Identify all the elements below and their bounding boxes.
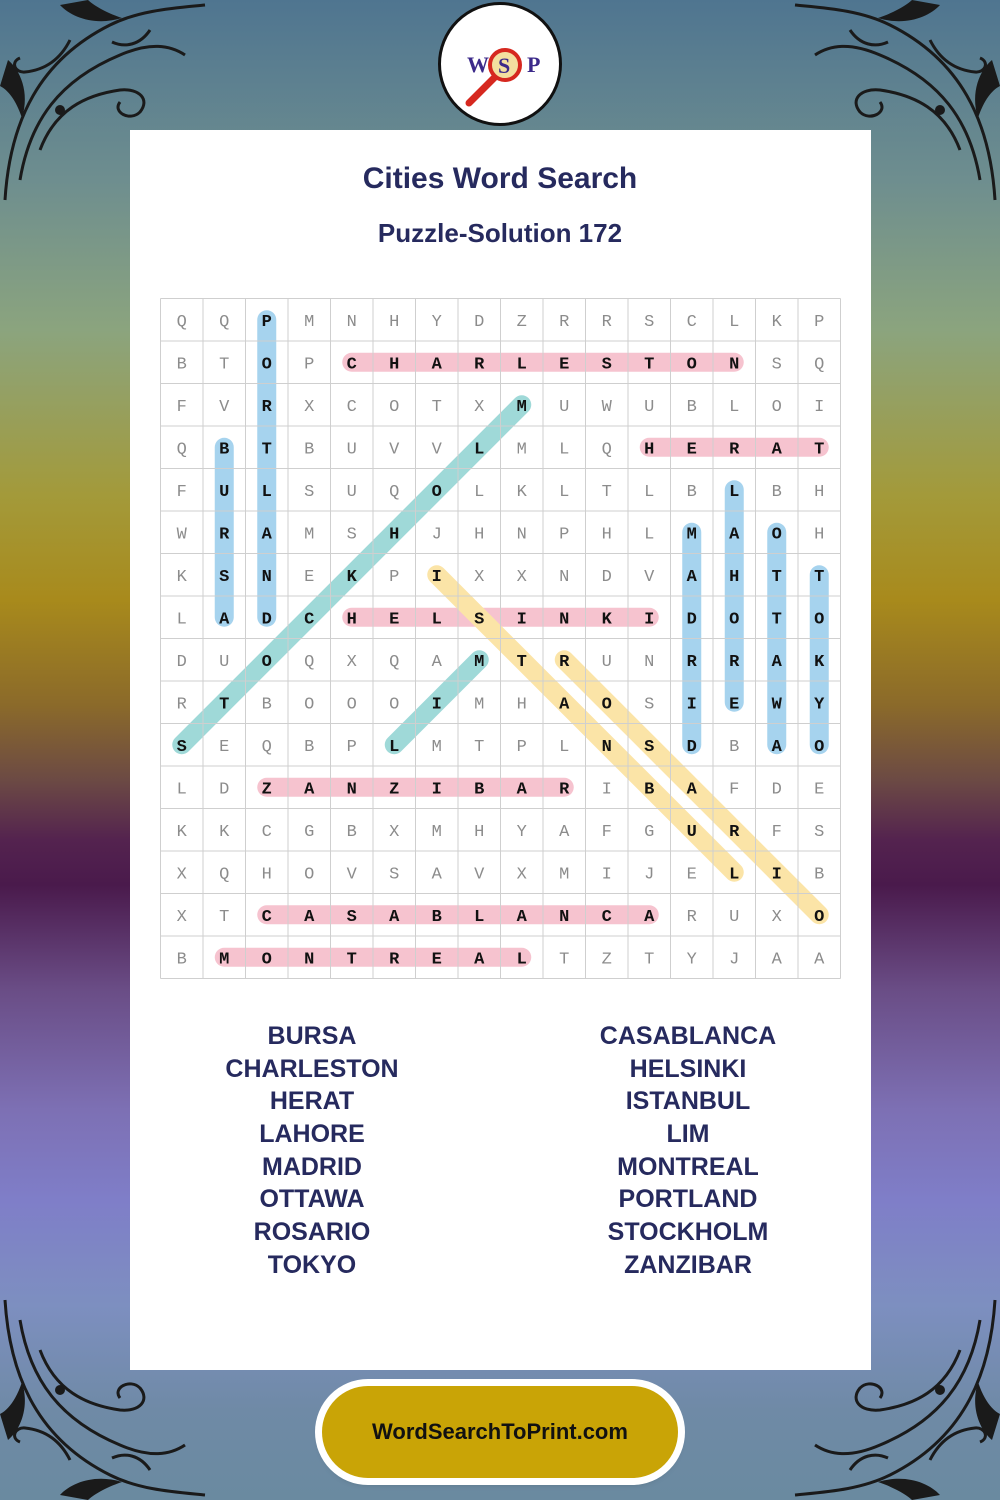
- grid-letter: C: [686, 312, 697, 332]
- grid-letter: F: [601, 822, 612, 842]
- grid-letter: X: [771, 907, 782, 927]
- grid-letter: O: [729, 610, 740, 630]
- grid-letter: N: [601, 737, 612, 757]
- grid-letter: M: [219, 950, 230, 970]
- grid-letter: B: [219, 440, 230, 460]
- grid-letter: S: [219, 567, 230, 587]
- grid-letter: O: [389, 397, 400, 417]
- grid-letter: Z: [389, 780, 400, 800]
- grid-letter: I: [814, 397, 825, 417]
- grid-letter: B: [814, 865, 825, 885]
- grid-letter: A: [389, 907, 400, 927]
- grid-letter: A: [219, 610, 230, 630]
- grid-letter: M: [516, 440, 527, 460]
- grid-letter: O: [389, 695, 400, 715]
- grid-letter: S: [644, 737, 655, 757]
- grid-letter: S: [346, 907, 357, 927]
- grid-letter: B: [346, 822, 357, 842]
- grid-letter: U: [729, 907, 740, 927]
- grid-letter: Q: [176, 312, 187, 332]
- grid-letter: S: [644, 695, 655, 715]
- grid-letter: N: [559, 567, 570, 587]
- grid-letter: K: [176, 822, 187, 842]
- grid-letter: O: [771, 525, 782, 545]
- grid-letter: R: [219, 525, 230, 545]
- grid-letter: O: [261, 652, 272, 672]
- grid-letter: L: [559, 440, 570, 460]
- grid-letter: M: [686, 525, 697, 545]
- grid-letter: H: [474, 525, 485, 545]
- grid-letter: T: [814, 567, 825, 587]
- grid-letter: R: [559, 312, 570, 332]
- grid-letter: A: [771, 950, 782, 970]
- grid-letter: S: [601, 355, 612, 375]
- grid-letter: B: [261, 695, 272, 715]
- grid-letter: B: [176, 950, 187, 970]
- grid-letter: M: [304, 525, 315, 545]
- grid-letter: L: [729, 312, 740, 332]
- grid-letter: V: [644, 567, 655, 587]
- grid-letter: M: [474, 652, 485, 672]
- grid-letter: X: [516, 865, 527, 885]
- grid-letter: S: [304, 482, 315, 502]
- grid-letter: T: [431, 397, 442, 417]
- grid-letter: L: [474, 907, 485, 927]
- grid-letter: X: [516, 567, 527, 587]
- grid-letter: C: [601, 907, 612, 927]
- grid-letter: B: [431, 907, 442, 927]
- grid-letter: T: [219, 695, 230, 715]
- grid-letter: A: [559, 822, 570, 842]
- grid-letter: B: [686, 397, 697, 417]
- grid-letter: W: [176, 525, 187, 545]
- logo-letter-w: W: [467, 52, 489, 77]
- grid-letter: X: [474, 397, 485, 417]
- grid-letter: S: [771, 355, 782, 375]
- grid-letter: A: [431, 865, 442, 885]
- grid-letter: R: [686, 652, 697, 672]
- grid-letter: S: [346, 525, 357, 545]
- grid-letter: P: [304, 355, 315, 375]
- grid-letter: E: [389, 610, 400, 630]
- grid-letter: Y: [814, 695, 825, 715]
- grid-letter: N: [729, 355, 740, 375]
- word-list-item: LAHORE: [259, 1120, 365, 1149]
- grid-letter: R: [559, 652, 570, 672]
- grid-letter: P: [261, 312, 272, 332]
- grid-letter: L: [644, 482, 655, 502]
- logo-letter-s: S: [498, 53, 511, 78]
- grid-letter: C: [261, 822, 272, 842]
- grid-letter: K: [176, 567, 187, 587]
- word-list-item: CASABLANCA: [599, 1022, 777, 1050]
- grid-letter: T: [219, 355, 230, 375]
- grid-letter: G: [304, 822, 315, 842]
- grid-letter: L: [389, 737, 400, 757]
- grid-letter: T: [601, 482, 612, 502]
- grid-letter: O: [304, 865, 315, 885]
- grid-letter: U: [346, 440, 357, 460]
- grid-letter: B: [729, 737, 740, 757]
- grid-letter: P: [516, 737, 527, 757]
- grid-letter: Z: [601, 950, 612, 970]
- grid-letter: V: [219, 397, 230, 417]
- grid-letter: R: [729, 822, 740, 842]
- grid-letter: H: [389, 355, 400, 375]
- grid-letter: E: [219, 737, 230, 757]
- grid-letter: I: [431, 780, 442, 800]
- grid-letter: B: [176, 355, 187, 375]
- grid-letter: T: [644, 950, 655, 970]
- grid-letter: X: [176, 907, 187, 927]
- grid-letter: D: [686, 737, 697, 757]
- grid-letter: V: [346, 865, 357, 885]
- grid-letter: T: [644, 355, 655, 375]
- grid-letter: O: [261, 950, 272, 970]
- grid-letter: Q: [601, 440, 612, 460]
- grid-letter: I: [516, 610, 527, 630]
- grid-letter: U: [219, 482, 230, 502]
- grid-letter: A: [431, 355, 442, 375]
- grid-letter: L: [729, 397, 740, 417]
- grid-letter: Q: [261, 737, 272, 757]
- grid-letter: A: [771, 440, 782, 460]
- grid-letter: U: [219, 652, 230, 672]
- grid-letter: S: [644, 312, 655, 332]
- grid-letter: P: [346, 737, 357, 757]
- grid-letter: P: [559, 525, 570, 545]
- grid-letter: H: [389, 525, 400, 545]
- grid-letter: A: [474, 950, 485, 970]
- grid-letter: I: [771, 865, 782, 885]
- grid-letter: T: [474, 737, 485, 757]
- grid-letter: C: [346, 397, 357, 417]
- grid-letter: X: [346, 652, 357, 672]
- grid-letter: I: [601, 780, 612, 800]
- grid-letter: V: [474, 865, 485, 885]
- grid-letter: L: [431, 610, 442, 630]
- grid-letter: S: [814, 822, 825, 842]
- grid-letter: Q: [219, 865, 230, 885]
- grid-letter: T: [516, 652, 527, 672]
- grid-letter: M: [516, 397, 527, 417]
- grid-letter: D: [219, 780, 230, 800]
- grid-letter: X: [176, 865, 187, 885]
- grid-letter: T: [261, 440, 272, 460]
- grid-letter: E: [431, 950, 442, 970]
- grid-letter: R: [261, 397, 272, 417]
- grid-letter: O: [814, 907, 825, 927]
- grid-letter: K: [771, 312, 782, 332]
- grid-letter: Q: [219, 312, 230, 332]
- grid-letter: O: [346, 695, 357, 715]
- grid-letter: L: [729, 482, 740, 502]
- grid-letter: Q: [814, 355, 825, 375]
- word-list-item: LIM: [666, 1120, 710, 1149]
- grid-letter: B: [304, 440, 315, 460]
- grid-letter: U: [346, 482, 357, 502]
- grid-letter: T: [814, 440, 825, 460]
- grid-letter: L: [516, 950, 527, 970]
- grid-letter: Q: [304, 652, 315, 672]
- grid-letter: E: [729, 695, 740, 715]
- grid-letter: H: [601, 525, 612, 545]
- grid-letter: B: [686, 482, 697, 502]
- grid-letter: P: [389, 567, 400, 587]
- grid-letter: B: [304, 737, 315, 757]
- grid-letter: V: [431, 440, 442, 460]
- grid-letter: A: [304, 780, 315, 800]
- word-list-item: BURSA: [267, 1022, 357, 1050]
- grid-letter: B: [644, 780, 655, 800]
- grid-letter: R: [559, 780, 570, 800]
- grid-letter: L: [176, 610, 187, 630]
- grid-letter: Y: [431, 312, 442, 332]
- grid-letter: N: [559, 907, 570, 927]
- grid-letter: T: [346, 950, 357, 970]
- grid-letter: C: [261, 907, 272, 927]
- grid-letter: L: [559, 737, 570, 757]
- word-list-item: TOKYO: [267, 1250, 357, 1279]
- word-list-left: [152, 1020, 472, 1282]
- word-list-item: OTTAWA: [259, 1185, 365, 1214]
- grid-letter: A: [644, 907, 655, 927]
- site-link-label: WordSearchToPrint.com: [372, 1419, 628, 1444]
- grid-letter: Q: [389, 652, 400, 672]
- grid-letter: R: [389, 950, 400, 970]
- word-list-item: ROSARIO: [253, 1218, 371, 1247]
- word-list-item: ZANZIBAR: [624, 1250, 752, 1279]
- grid-letter: L: [644, 525, 655, 545]
- grid-letter: D: [771, 780, 782, 800]
- grid-letter: T: [771, 610, 782, 630]
- grid-letter: N: [346, 312, 357, 332]
- grid-letter: R: [601, 312, 612, 332]
- word-list-item: HERAT: [269, 1087, 355, 1116]
- grid-letter: O: [304, 695, 315, 715]
- grid-letter: N: [304, 950, 315, 970]
- grid-letter: S: [474, 610, 485, 630]
- grid-letter: L: [474, 440, 485, 460]
- grid-letter: R: [176, 695, 187, 715]
- grid-letter: L: [516, 355, 527, 375]
- grid-letter: B: [771, 482, 782, 502]
- grid-letter: N: [559, 610, 570, 630]
- grid-letter: S: [176, 737, 187, 757]
- grid-letter: D: [601, 567, 612, 587]
- grid-letter: A: [261, 525, 272, 545]
- grid-letter: A: [431, 652, 442, 672]
- grid-letter: E: [686, 440, 697, 460]
- grid-letter: V: [389, 440, 400, 460]
- grid-letter: I: [431, 695, 442, 715]
- grid-letter: X: [389, 822, 400, 842]
- grid-letter: A: [559, 695, 570, 715]
- grid-letter: I: [644, 610, 655, 630]
- grid-letter: Y: [686, 950, 697, 970]
- grid-letter: W: [771, 695, 782, 715]
- grid-letter: U: [644, 397, 655, 417]
- grid-letter: H: [516, 695, 527, 715]
- grid-letter: T: [559, 950, 570, 970]
- grid-letter: Z: [516, 312, 527, 332]
- grid-letter: K: [219, 822, 230, 842]
- grid-letter: U: [559, 397, 570, 417]
- grid-letter: N: [644, 652, 655, 672]
- grid-letter: F: [176, 397, 187, 417]
- grid-letter: H: [814, 525, 825, 545]
- grid-letter: O: [431, 482, 442, 502]
- grid-letter: O: [771, 397, 782, 417]
- grid-letter: H: [644, 440, 655, 460]
- grid-letter: A: [686, 780, 697, 800]
- grid-letter: A: [814, 950, 825, 970]
- grid-letter: E: [559, 355, 570, 375]
- word-list-item: ISTANBUL: [625, 1087, 751, 1116]
- grid-letter: A: [771, 737, 782, 757]
- word-list-item: MONTREAL: [617, 1152, 759, 1181]
- grid-letter: Z: [261, 780, 272, 800]
- grid-letter: Q: [176, 440, 187, 460]
- page-subtitle: Puzzle-Solution 172: [377, 218, 623, 248]
- word-list-item: MADRID: [262, 1152, 362, 1181]
- magnifier-logo-icon: [441, 5, 559, 123]
- logo-letter-p: P: [527, 52, 541, 77]
- grid-letter: N: [346, 780, 357, 800]
- grid-letter: T: [219, 907, 230, 927]
- word-list-item: CHARLESTON: [225, 1054, 399, 1083]
- grid-letter: N: [261, 567, 272, 587]
- grid-letter: L: [729, 865, 740, 885]
- word-list-item: HELSINKI: [629, 1054, 747, 1083]
- grid-letter: B: [474, 780, 485, 800]
- grid-letter: T: [771, 567, 782, 587]
- grid-letter: I: [601, 865, 612, 885]
- grid-letter: R: [474, 355, 485, 375]
- grid-letter: J: [729, 950, 740, 970]
- grid-letter: L: [474, 482, 485, 502]
- grid-letter: A: [729, 525, 740, 545]
- grid-letter: R: [729, 440, 740, 460]
- grid-letter: I: [686, 695, 697, 715]
- grid-letter: M: [431, 822, 442, 842]
- grid-letter: D: [176, 652, 187, 672]
- grid-letter: L: [176, 780, 187, 800]
- grid-letter: X: [474, 567, 485, 587]
- grid-letter: M: [431, 737, 442, 757]
- grid-letter: U: [686, 822, 697, 842]
- grid-letter: R: [729, 652, 740, 672]
- grid-letter: D: [261, 610, 272, 630]
- grid-letter: O: [814, 737, 825, 757]
- grid-letter: S: [389, 865, 400, 885]
- grid-letter: E: [686, 865, 697, 885]
- grid-letter: I: [431, 567, 442, 587]
- grid-letter: O: [686, 355, 697, 375]
- grid-letter: K: [516, 482, 527, 502]
- grid-letter: H: [814, 482, 825, 502]
- grid-letter: P: [814, 312, 825, 332]
- grid-letter: K: [601, 610, 612, 630]
- grid-letter: A: [516, 907, 527, 927]
- word-search-grid: [160, 298, 841, 979]
- grid-letter: O: [601, 695, 612, 715]
- grid-letter: L: [261, 482, 272, 502]
- grid-letter: E: [814, 780, 825, 800]
- grid-letter: H: [389, 312, 400, 332]
- grid-letter: Y: [516, 822, 527, 842]
- grid-letter: D: [686, 610, 697, 630]
- grid-letter: J: [431, 525, 442, 545]
- grid-letter: E: [304, 567, 315, 587]
- grid-letter: K: [814, 652, 825, 672]
- grid-letter: G: [644, 822, 655, 842]
- grid-letter: H: [474, 822, 485, 842]
- word-list-right: [528, 1020, 848, 1282]
- site-logo[interactable]: [438, 2, 562, 126]
- grid-letter: H: [729, 567, 740, 587]
- grid-letter: N: [516, 525, 527, 545]
- grid-letter: Q: [389, 482, 400, 502]
- grid-letter: C: [346, 355, 357, 375]
- grid-letter: O: [261, 355, 272, 375]
- grid-letter: K: [346, 567, 357, 587]
- grid-letter: M: [559, 865, 570, 885]
- grid-letter: C: [304, 610, 315, 630]
- grid-letter: F: [729, 780, 740, 800]
- grid-letter: H: [261, 865, 272, 885]
- grid-letter: J: [644, 865, 655, 885]
- word-list-item: PORTLAND: [618, 1185, 758, 1214]
- grid-letter: M: [304, 312, 315, 332]
- grid-letter: H: [346, 610, 357, 630]
- grid-letter: L: [559, 482, 570, 502]
- page-title: Cities Word Search: [362, 162, 638, 195]
- grid-letter: A: [516, 780, 527, 800]
- grid-letter: A: [304, 907, 315, 927]
- grid-letter: O: [814, 610, 825, 630]
- grid-letter: U: [601, 652, 612, 672]
- grid-letter: F: [176, 482, 187, 502]
- grid-letter: W: [601, 397, 612, 417]
- grid-letter: X: [304, 397, 315, 417]
- grid-letter: M: [474, 695, 485, 715]
- grid-letter: A: [771, 652, 782, 672]
- grid-letter: R: [686, 907, 697, 927]
- grid-letter: D: [474, 312, 485, 332]
- word-list-item: STOCKHOLM: [607, 1218, 769, 1247]
- grid-letter: A: [686, 567, 697, 587]
- site-link-button[interactable]: [322, 1386, 678, 1478]
- grid-letter: F: [771, 822, 782, 842]
